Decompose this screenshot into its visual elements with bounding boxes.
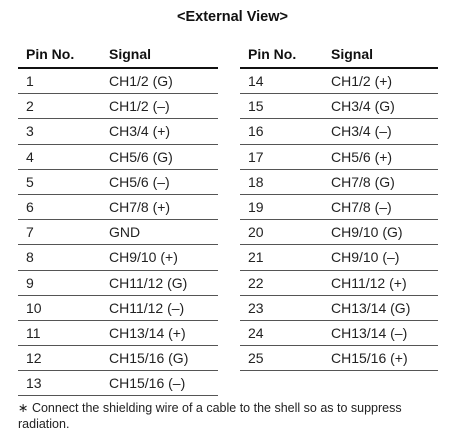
pin-number-cell: 25: [240, 346, 323, 371]
table-row: [18, 194, 218, 219]
pin-number-cell: 10: [18, 295, 101, 320]
signal-header: Signal: [101, 40, 218, 68]
pin-number-cell: 2: [18, 94, 101, 119]
table-row: [240, 194, 438, 219]
pin-number-cell: 7: [18, 220, 101, 245]
signal-cell: CH5/6 (–): [101, 169, 218, 194]
table-row: [18, 245, 218, 270]
pin-number-cell: 11: [18, 320, 101, 345]
signal-cell: CH11/12 (–): [101, 295, 218, 320]
pin-number-cell: 5: [18, 169, 101, 194]
shielding-note: ∗ Connect the shielding wire of a cable to the shell so as to suppress radiation.: [18, 401, 402, 431]
signal-cell: CH5/6 (+): [323, 144, 438, 169]
signal-cell: CH7/8 (G): [323, 169, 438, 194]
signal-cell: CH7/8 (–): [323, 194, 438, 219]
table-row: [18, 295, 218, 320]
table-row: [240, 119, 438, 144]
signal-cell: CH1/2 (G): [101, 68, 218, 94]
pin-number-cell: 24: [240, 320, 323, 345]
table-row: [240, 270, 438, 295]
signal-cell: CH7/8 (+): [101, 194, 218, 219]
pin-number-cell: 9: [18, 270, 101, 295]
table-row: [18, 371, 218, 396]
signal-header: Signal: [323, 40, 438, 68]
table-row: [18, 68, 218, 94]
table-row: [240, 144, 438, 169]
pin-number-header: Pin No.: [18, 40, 101, 68]
table-header-row: [18, 40, 218, 68]
pin-number-cell: 21: [240, 245, 323, 270]
pin-table-right: [240, 40, 438, 371]
pin-number-cell: 14: [240, 68, 323, 94]
table-row: [18, 270, 218, 295]
pin-table-left-body: [18, 68, 218, 396]
table-row: [18, 320, 218, 345]
pin-number-cell: 15: [240, 94, 323, 119]
table-row: [18, 346, 218, 371]
pin-number-cell: 3: [18, 119, 101, 144]
signal-cell: CH9/10 (G): [323, 220, 438, 245]
table-header-row: [240, 40, 438, 68]
pin-table-left: [18, 40, 218, 396]
signal-cell: GND: [101, 220, 218, 245]
table-row: [240, 295, 438, 320]
pin-number-cell: 22: [240, 270, 323, 295]
pin-number-cell: 6: [18, 194, 101, 219]
signal-cell: CH11/12 (+): [323, 270, 438, 295]
signal-cell: CH1/2 (–): [101, 94, 218, 119]
signal-cell: CH9/10 (+): [101, 245, 218, 270]
signal-cell: CH15/16 (+): [323, 346, 438, 371]
table-row: [240, 68, 438, 94]
table-row: [240, 169, 438, 194]
table-row: [240, 245, 438, 270]
table-row: [240, 320, 438, 345]
signal-cell: CH9/10 (–): [323, 245, 438, 270]
signal-cell: CH3/4 (G): [323, 94, 438, 119]
signal-cell: CH1/2 (+): [323, 68, 438, 94]
signal-cell: CH11/12 (G): [101, 270, 218, 295]
page-title: <External View>: [177, 9, 288, 25]
table-row: [18, 119, 218, 144]
signal-cell: CH15/16 (G): [101, 346, 218, 371]
table-row: [18, 94, 218, 119]
pin-number-cell: 20: [240, 220, 323, 245]
pin-number-cell: 19: [240, 194, 323, 219]
signal-cell: CH13/14 (+): [101, 320, 218, 345]
table-row: [18, 169, 218, 194]
signal-cell: CH3/4 (–): [323, 119, 438, 144]
pin-number-cell: 16: [240, 119, 323, 144]
pin-number-cell: 18: [240, 169, 323, 194]
pin-table-right-body: [240, 68, 438, 371]
pin-number-cell: 8: [18, 245, 101, 270]
table-row: [18, 220, 218, 245]
pin-number-cell: 4: [18, 144, 101, 169]
table-row: [240, 94, 438, 119]
pin-number-header: Pin No.: [240, 40, 323, 68]
pin-number-cell: 23: [240, 295, 323, 320]
table-row: [240, 346, 438, 371]
signal-cell: CH15/16 (–): [101, 371, 218, 396]
pin-number-cell: 13: [18, 371, 101, 396]
signal-cell: CH13/14 (G): [323, 295, 438, 320]
table-row: [18, 144, 218, 169]
table-row: [240, 220, 438, 245]
signal-cell: CH5/6 (G): [101, 144, 218, 169]
signal-cell: CH13/14 (–): [323, 320, 438, 345]
signal-cell: CH3/4 (+): [101, 119, 218, 144]
pin-number-cell: 17: [240, 144, 323, 169]
pin-number-cell: 12: [18, 346, 101, 371]
pin-number-cell: 1: [18, 68, 101, 94]
